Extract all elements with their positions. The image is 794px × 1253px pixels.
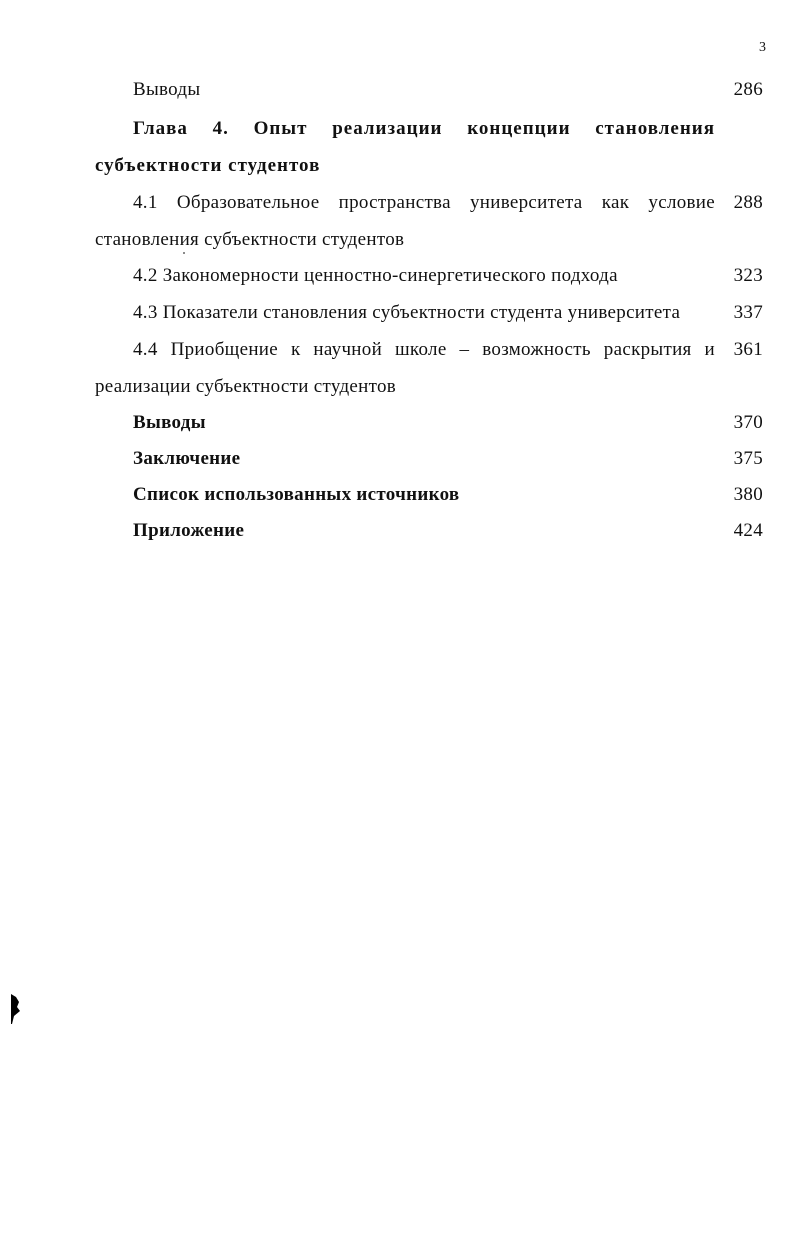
toc-entry-title: Глава 4. Опыт реализации концепции становления субъектности студентов bbox=[95, 118, 715, 176]
toc-entry-page: 323 bbox=[733, 265, 763, 286]
scan-edge-mark bbox=[10, 994, 22, 1024]
toc-entry-spisok-istochnikov[interactable] bbox=[95, 477, 763, 513]
toc-entry-title: Заключение bbox=[133, 448, 241, 469]
toc-entry-section-4-3[interactable] bbox=[95, 294, 763, 331]
toc-entry-title: 4.2 Закономерности ценностно-синергетического подхода bbox=[133, 265, 618, 286]
toc-entry-prilozhenie[interactable] bbox=[95, 513, 763, 549]
table-of-contents bbox=[95, 72, 763, 549]
toc-entry-page: 380 bbox=[733, 484, 763, 505]
toc-entry-title: Список использованных источников bbox=[133, 484, 460, 505]
toc-entry-title: 4.3 Показатели становления субъектности студента университета bbox=[133, 302, 681, 323]
toc-entry-page: 375 bbox=[733, 448, 763, 469]
page-number: 3 bbox=[759, 40, 766, 55]
toc-entry-title: 4.1 Образовательное пространства университета как условие становления субъектности студентов bbox=[95, 192, 715, 250]
toc-entry-page: 370 bbox=[733, 412, 763, 433]
toc-entry-title: Приложение bbox=[133, 520, 245, 541]
toc-entry-zaklyuchenie[interactable] bbox=[95, 441, 763, 477]
toc-entry-page: 361 bbox=[733, 339, 763, 360]
toc-entry-vyvody-chapter-4[interactable] bbox=[95, 405, 763, 441]
toc-entry-page: 286 bbox=[733, 79, 763, 100]
toc-entry-page: 337 bbox=[733, 302, 763, 323]
toc-entry-section-4-4[interactable] bbox=[95, 331, 763, 405]
toc-entry-title: Выводы bbox=[133, 412, 206, 433]
toc-entry-section-4-1[interactable] bbox=[95, 184, 763, 258]
toc-entry-section-4-2[interactable] bbox=[95, 258, 763, 294]
toc-entry-chapter-4[interactable] bbox=[95, 110, 763, 184]
toc-entry-page: 424 bbox=[733, 520, 763, 541]
toc-entry-vyvody-chapter-3[interactable] bbox=[95, 72, 763, 108]
toc-entry-title: 4.4 Приобщение к научной школе – возможность раскрытия и реализации субъектности студентов bbox=[95, 339, 715, 397]
toc-entry-page: 288 bbox=[733, 192, 763, 213]
toc-entry-title: Выводы bbox=[133, 79, 201, 100]
scan-speck bbox=[183, 252, 185, 254]
